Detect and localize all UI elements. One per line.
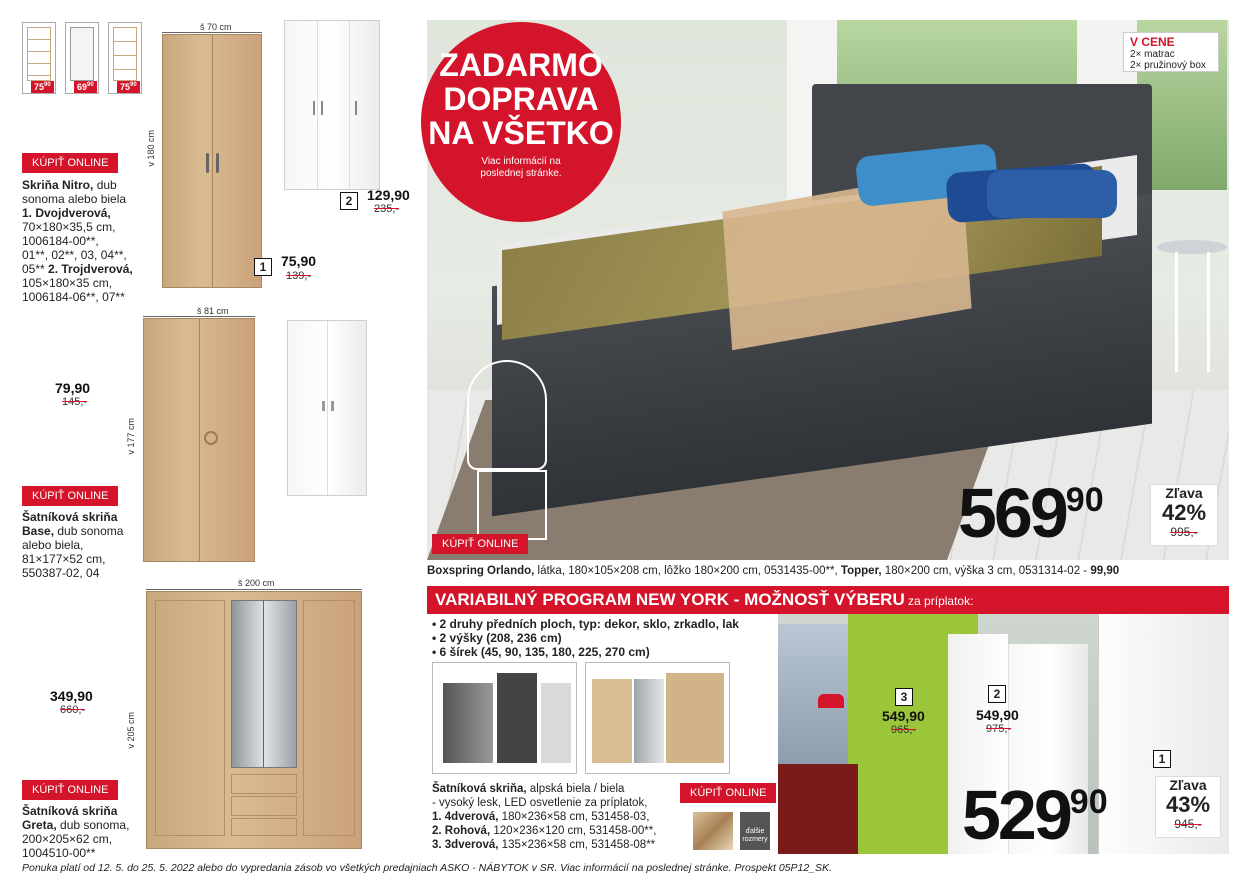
newyork-old-price-3: 965,- <box>891 724 917 736</box>
dimension-line <box>146 589 362 590</box>
bullet-item: • 2 výšky (208, 236 cm) <box>432 631 562 645</box>
greta-description: Šatníková skriňa Greta, dub sonoma, 200×205×62 cm, 1004510-00** <box>22 804 130 860</box>
mini-product-row <box>22 22 142 96</box>
greta-height-dim: v 205 cm <box>126 712 136 749</box>
item-number-badge: 3 <box>895 688 913 706</box>
discount-label: Zľava <box>1165 485 1203 501</box>
base-height-dim: v 177 cm <box>126 418 136 455</box>
color-swatches-image[interactable] <box>693 812 733 850</box>
nitro-description: Skriňa Nitro, dub sonoma alebo biela 1. Dvojdverová, 70×180×35,5 cm, 1006184-00**, 01**, 02**, 03, 04**, 05** 2. Trojdverová, 105×180×35 cm, 1006184-06**, 07** <box>22 178 133 304</box>
newyork-suffix: za príplatok: <box>904 594 974 608</box>
newyork-price-3: 549,90 <box>882 708 925 724</box>
nitro-height-dim: v 180 cm <box>146 130 156 167</box>
newyork-price <box>962 776 1152 854</box>
nitro-old-price-2: 235,- <box>374 203 400 215</box>
newyork-banner <box>427 586 1229 614</box>
buy-online-button-base[interactable]: KÚPIŤ ONLINE <box>22 486 118 506</box>
item-number-badge: 2 <box>340 192 358 210</box>
mini-price: $69^{90}$ <box>74 81 97 93</box>
greta-price: 349,90 <box>50 688 93 704</box>
newyork-description: Šatníková skriňa, alpská biela / biela - vysoký lesk, LED osvetlenie za príplatok, 1. 4dverová, 180×236×58 cm, 531458-03, 2. Rohová, 120×236×120 cm, 531458-00**, 3. 3dverová, 135×236×58 cm, 531458-08** <box>432 783 657 851</box>
footer-note: Ponuka platí od 12. 5. do 25. 5. 2022 alebo do vypredania zásob vo všetkých predajniach ASKO - NÁBYTOK v SR. Viac informácií na poslednej stránke. Prospekt 05P12_SK. <box>22 862 832 874</box>
buy-online-button-newyork[interactable]: KÚPIŤ ONLINE <box>680 783 776 803</box>
bed-price <box>958 474 1138 552</box>
mini-price: $75^{90}$ <box>117 81 140 93</box>
promo-line-3: NA VŠETKO <box>428 115 614 151</box>
bed-price-cents: 90 <box>1065 481 1104 519</box>
discount-value: 42% <box>1161 500 1207 525</box>
promo-subtext: Viac informácií na poslednej stránke. <box>480 156 562 179</box>
nitro-old-price-1: 139,- <box>286 270 312 282</box>
newyork-old-price: 945,- <box>1174 817 1202 831</box>
base-width-dim: š 81 cm <box>197 306 229 316</box>
promo-line-2: DOPRAVA <box>443 81 599 117</box>
bullet-item: • 2 druhy předních ploch, typ: dekor, sklo, zrkadlo, lak <box>432 617 739 631</box>
base-wardrobe-oak-image[interactable] <box>143 318 255 562</box>
base-old-price: 145,- <box>62 396 88 408</box>
free-delivery-badge[interactable] <box>421 22 621 222</box>
mini-product-thumb[interactable] <box>65 22 99 94</box>
newyork-title: VARIABILNÝ PROGRAM NEW YORK - MOŽNOSŤ VÝBERU <box>435 590 905 609</box>
mini-product-thumb[interactable] <box>108 22 142 94</box>
nitro-price-1: 75,90 <box>281 253 317 269</box>
dimension-line <box>162 32 262 33</box>
nitro-wardrobe-oak-image[interactable] <box>162 34 262 288</box>
mini-price: $75^{90}$ <box>31 81 54 93</box>
promo-line-1: ZADARMO <box>439 47 603 83</box>
buy-online-button-nitro[interactable]: KÚPIŤ ONLINE <box>22 153 118 173</box>
bed-caption: Boxspring Orlando, látka, 180×105×208 cm, lôžko 180×200 cm, 0531435-00**, Topper, 180×200 cm, výška 3 cm, 0531314-02 - 99,90 <box>427 565 1120 577</box>
greta-wardrobe-image[interactable] <box>146 591 362 849</box>
base-wardrobe-white-image[interactable] <box>287 320 367 496</box>
greta-old-price: 660,- <box>60 704 86 716</box>
nitro-wardrobe-white-image[interactable] <box>284 20 380 190</box>
included-in-price-box <box>1123 32 1219 72</box>
discount-label: Zľava <box>1169 777 1207 793</box>
newyork-dark-thumb[interactable] <box>432 662 577 774</box>
newyork-price-2: 549,90 <box>976 707 1019 723</box>
newyork-old-price-2: 975,- <box>986 723 1012 735</box>
newyork-bullets <box>432 617 772 659</box>
newyork-oak-thumb[interactable] <box>585 662 730 774</box>
base-description: Šatníková skriňa Base, dub sonoma alebo biela, 81×177×52 cm, 550387-02, 04 <box>22 510 124 580</box>
mini-product-thumb[interactable] <box>22 22 56 94</box>
dimension-line <box>143 316 255 317</box>
newyork-price-cents: 90 <box>1069 783 1108 821</box>
item-number-badge: 1 <box>254 258 272 276</box>
buy-online-button-bed[interactable]: KÚPIŤ ONLINE <box>432 534 528 554</box>
greta-width-dim: š 200 cm <box>238 578 275 588</box>
base-price: 79,90 <box>55 380 91 396</box>
included-item: 2× pružinový box <box>1130 60 1206 71</box>
bed-old-price: 995,- <box>1170 525 1198 539</box>
newyork-discount-box <box>1155 776 1221 838</box>
item-number-badge: 2 <box>988 685 1006 703</box>
bed-discount-box <box>1150 484 1218 546</box>
more-sizes-icon[interactable]: ďalšie rozmery <box>740 812 770 850</box>
nitro-price-2: 129,90 <box>367 187 410 203</box>
bullet-item: • 6 šírek (45, 90, 135, 180, 225, 270 cm) <box>432 645 650 659</box>
discount-value: 43% <box>1165 792 1211 817</box>
newyork-price-main: 529 <box>962 776 1070 854</box>
item-number-badge: 1 <box>1153 750 1171 768</box>
bed-price-main: 569 <box>958 474 1066 552</box>
included-title: V CENE <box>1130 35 1175 49</box>
buy-online-button-greta[interactable]: KÚPIŤ ONLINE <box>22 780 118 800</box>
included-item: 2× matrac <box>1130 49 1175 60</box>
nitro-width-dim: š 70 cm <box>200 22 232 32</box>
